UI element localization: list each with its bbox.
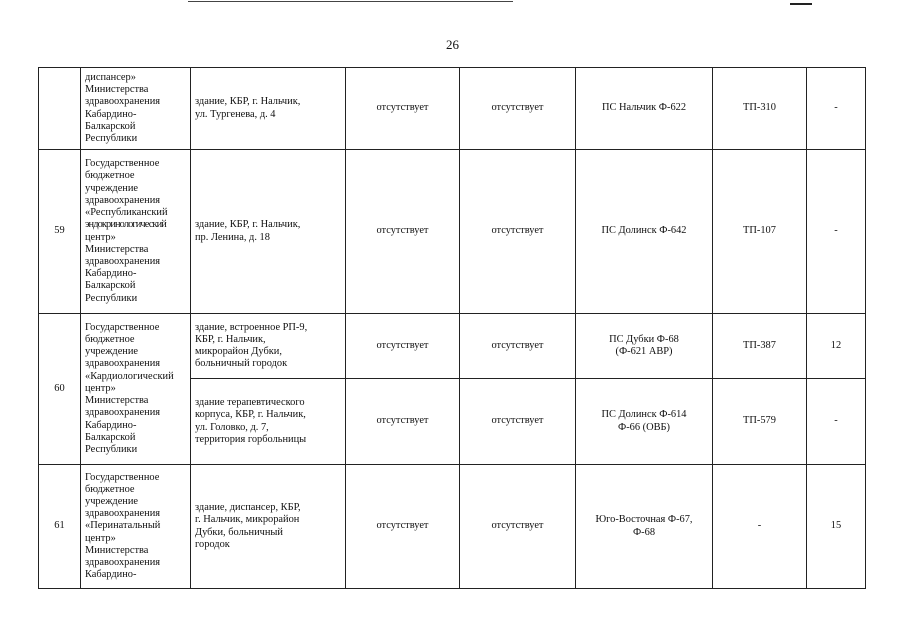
transformer-station: ТП-579 [713,379,807,465]
absence-value: отсутствует [460,68,576,150]
row-number: 59 [39,150,81,314]
absence-value: отсутствует [460,150,576,314]
last-column-value: 15 [807,465,866,589]
facilities-table [38,67,866,589]
substation-feeder: Юго-Восточная Ф-67, Ф-68 [576,465,713,589]
last-column-value: - [807,150,866,314]
last-column-value: 12 [807,314,866,379]
substation-feeder: ПС Долинск Ф-614 Ф-66 (ОВБ) [576,379,713,465]
address: здание терапевтического корпуса, КБР, г. Нальчик, ул. Головко, д. 7, территория горбольницы [191,379,346,465]
table-body [39,68,866,589]
address: здание, КБР, г. Нальчик, пр. Ленина, д. 18 [191,150,346,314]
absence-value: отсутствует [346,379,460,465]
absence-value: отсутствует [346,314,460,379]
row-number [39,68,81,150]
substation-feeder: ПС Нальчик Ф-622 [576,68,713,150]
last-column-value: - [807,68,866,150]
table-row [39,150,866,314]
transformer-station: - [713,465,807,589]
last-column-value: - [807,379,866,465]
substation-feeder: ПС Долинск Ф-642 [576,150,713,314]
row-number: 60 [39,314,81,465]
row-number: 61 [39,465,81,589]
substation-feeder: ПС Дубки Ф-68 (Ф-621 АВР) [576,314,713,379]
organization-name: Государственное бюджетное учреждение здравоохранения «Перинатальный центр» Министерства здравоохранения Кабардино- [81,465,191,589]
transformer-station: ТП-107 [713,150,807,314]
transformer-station: ТП-387 [713,314,807,379]
table-row [39,68,866,150]
address: здание, диспансер, КБР, г. Нальчик, микрорайон Дубки, больничный городок [191,465,346,589]
table-row [39,314,866,379]
table-row [39,465,866,589]
top-rule [188,1,513,2]
absence-value: отсутствует [346,465,460,589]
absence-value: отсутствует [460,314,576,379]
organization-name: Государственное бюджетное учреждение здравоохранения «Кардиологический центр» Министерства здравоохранения Кабардино- Балкарской Республики [81,314,191,465]
absence-value: отсутствует [460,465,576,589]
absence-value: отсутствует [346,150,460,314]
absence-value: отсутствует [346,68,460,150]
absence-value: отсутствует [460,379,576,465]
organization-name: Государственное бюджетное учреждение здравоохранения «Республиканский эндокринологический центр» Министерства здравоохранения Кабардино- Балкарской Республики [81,150,191,314]
top-right-rule [790,3,812,5]
page-number: 26 [446,37,459,52]
organization-name: диспансер» Министерства здравоохранения Кабардино- Балкарской Республики [81,68,191,150]
transformer-station: ТП-310 [713,68,807,150]
address: здание, встроенное РП-9, КБР, г. Нальчик, микрорайон Дубки, больничный городок [191,314,346,379]
address: здание, КБР, г. Нальчик, ул. Тургенева, д. 4 [191,68,346,150]
